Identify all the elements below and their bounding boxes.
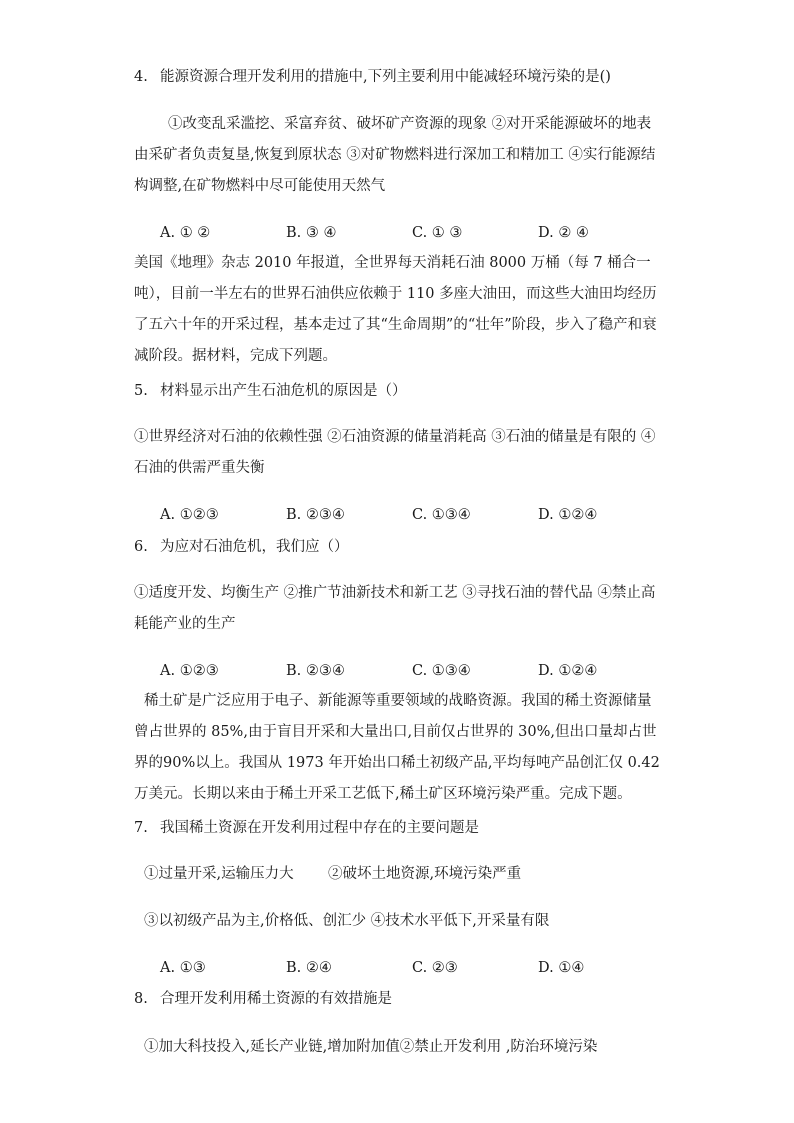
q5-question: 材料显示出产生石油危机的原因是（） xyxy=(160,383,407,399)
q5-option-d[interactable]: D. ①②④ xyxy=(538,507,598,523)
q7-statement-1: ①过量开采,运输压力大 xyxy=(144,866,294,882)
q6-statements: ①适度开发、均衡生产 ②推广节油新技术和新工艺 ③寻找石油的替代品 ④禁止高耗能产业的生产 xyxy=(134,585,656,632)
q4-option-d[interactable]: D. ② ④ xyxy=(538,225,589,241)
q6-options xyxy=(160,660,640,682)
q7-option-c[interactable]: C. ②③ xyxy=(412,960,458,976)
q6-line xyxy=(134,536,664,558)
q4-option-c[interactable]: C. ① ③ xyxy=(412,225,463,241)
q6-option-a[interactable]: A. ①②③ xyxy=(160,663,219,679)
q7-options xyxy=(160,957,640,979)
q4-options xyxy=(160,222,640,244)
q8-number: 8. xyxy=(134,991,148,1007)
q5-statements: ①世界经济对石油的依赖性强 ②石油资源的储量消耗高 ③石油的储量是有限的 ④石油的供需严重失衡 xyxy=(134,429,656,476)
q5-options xyxy=(160,504,640,526)
q7-option-b[interactable]: B. ②④ xyxy=(286,960,332,976)
q4-option-a[interactable]: A. ① ② xyxy=(160,225,211,241)
q4-question: 能源资源合理开发利用的措施中,下列主要利用中能减轻环境污染的是() xyxy=(160,69,611,85)
q6-option-c[interactable]: C. ①③④ xyxy=(412,663,471,679)
q7-line xyxy=(134,817,664,839)
q7-option-a[interactable]: A. ①③ xyxy=(160,960,206,976)
q5-option-c[interactable]: C. ①③④ xyxy=(412,507,471,523)
q6-option-d[interactable]: D. ①②④ xyxy=(538,663,598,679)
q6-option-b[interactable]: B. ②③④ xyxy=(286,663,345,679)
q7-question: 我国稀土资源在开发利用过程中存在的主要问题是 xyxy=(160,820,479,836)
q6-question: 为应对石油危机，我们应（） xyxy=(160,539,349,555)
passage-oil: 美国《地理》杂志 2010 年报道，全世界每天消耗石油 8000 万桶（每 7 桶合一吨），目前一半左右的世界石油供应依赖于 110 多座大油田，而这些大油田均经历了五六十年的开采过程，基本走过了其“生命周期”的“壮年”阶段，步入了稳产和衰减阶段。据材料，完成下列题。 xyxy=(134,255,657,364)
q4-line xyxy=(134,66,664,88)
q5-option-b[interactable]: B. ②③④ xyxy=(286,507,345,523)
q8-line xyxy=(134,988,664,1010)
q5-number: 5. xyxy=(134,383,148,399)
q6-number: 6. xyxy=(134,539,148,555)
q8-question: 合理开发利用稀土资源的有效措施是 xyxy=(160,991,392,1007)
q8-statements-row1: ①加大科技投入,延长产业链,增加附加值②禁止开发利用 ,防治环境污染 xyxy=(144,1039,598,1055)
q7-statements-row1 xyxy=(144,863,674,885)
q5-option-a[interactable]: A. ①②③ xyxy=(160,507,219,523)
q4-statements: ①改变乱采滥挖、采富弃贫、破坏矿产资源的现象 ②对开采能源破坏的地表由采矿者负责复垦,恢复到原状态 ③对矿物燃料进行深加工和精加工 ④实行能源结构调整,在矿物燃料中尽可能使用天然气 xyxy=(134,116,656,194)
passage-rare-earth: 稀土矿是广泛应用于电子、新能源等重要领域的战略资源。我国的稀土资源储量曾占世界的 85%,由于盲目开采和大量出口,目前仅占世界的 30%,但出口量却占世界的90%以上。我国从 1973 年开始出口稀土初级产品,平均每吨产品创汇仅 0.42 万美元。长期以来由于稀土开采工艺低下,稀土矿区环境污染严重。完成下题。 xyxy=(134,693,660,802)
q7-number: 7. xyxy=(134,820,148,836)
q4-number: 4. xyxy=(134,69,148,85)
q7-statement-2: ②破坏土地资源,环境污染严重 xyxy=(328,866,522,882)
q7-option-d[interactable]: D. ①④ xyxy=(538,960,585,976)
q7-statements-row2: ③以初级产品为主,价格低、创汇少 ④技术水平低下,开采量有限 xyxy=(144,913,550,929)
q5-line xyxy=(134,380,664,402)
q4-option-b[interactable]: B. ③ ④ xyxy=(286,225,337,241)
